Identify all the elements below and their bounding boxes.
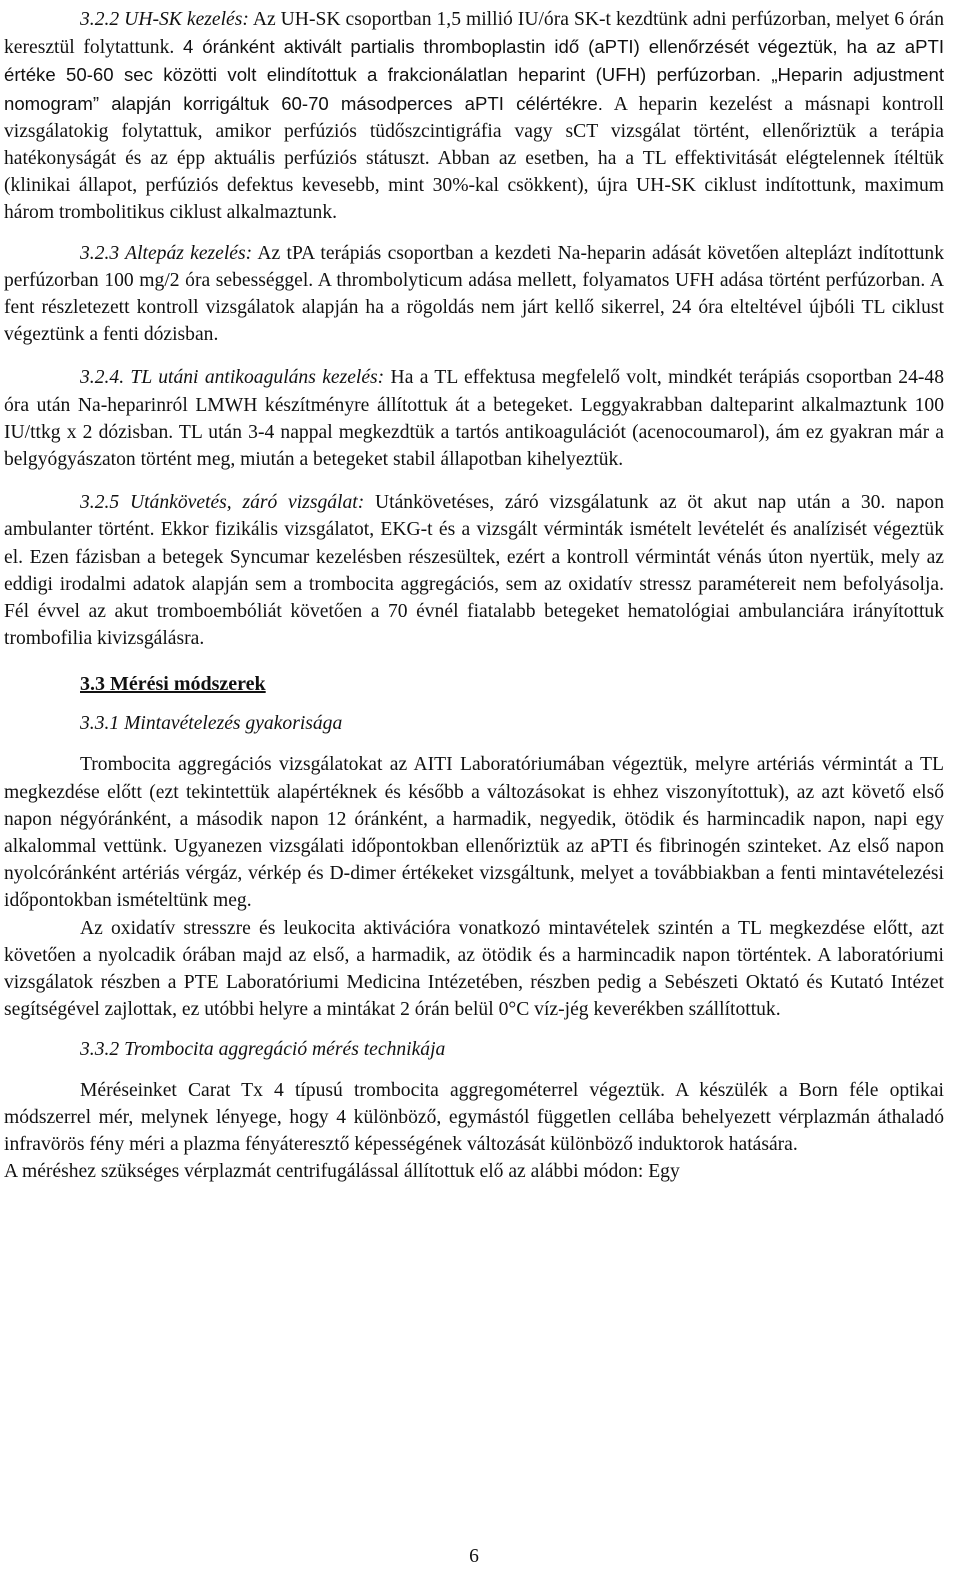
paragraph-text: Az UH-SK csoportban 1,5 millió IU/óra SK-t kezdtünk adni perfúzorban, melyet 6 órán keresztül folytattunk.: [4, 9, 944, 59]
subsection-heading-3-3-2: 3.3.2 Trombocita aggregáció mérés technikája: [80, 1038, 446, 1060]
paragraph-text: A heparin kezelést a másnapi kontroll vizsgálatokig folytattuk, amikor perfúziós tüdőszcintigráfia vagy sCT vizsgálat történt, ellenőriztük a terápia hatékonyságát és az épp aktuális perfúziós státuszt.: [4, 93, 944, 170]
paragraph-text: Ha a TL effektusa megfelelő volt, mindkét terápiás csoportban 24-48 óra után Na-heparinról LMWH készítményre állítottuk át a betegeket. Leggyakrabban dalteparint alkalmaztunk 100 IU/ttkg x 2 dózisban. TL után 3-4 nappal megkezdtük a tartós antikoagulációt (acenocoumarol), ám ez gyakran már a belgyógyászaton történt meg, miután a betegeket stabil állapotban kihelyeztük.: [4, 367, 944, 471]
section-title-3-2-3: 3.2.3 Altepáz kezelés:: [80, 242, 253, 264]
page-number: 6: [469, 1546, 479, 1567]
section-title-3-2-5: 3.2.5 Utánkövetés, záró vizsgálat:: [80, 492, 365, 514]
paragraph-anticoagulant-treatment: [4, 364, 944, 473]
section-title-3-2-2: 3.2.2 UH-SK kezelés:: [80, 9, 249, 30]
section-heading-3-3: 3.3 Mérési módszerek: [80, 673, 266, 696]
paragraph-text: Abban az esetben, ha a TL effektivitását elégtelennek ítéltük (klinikai állapot, perfúziós defektus kevesebb, mint 30%-kal csökkent), újra UH-SK ciklust indítottunk, maximum három trombolitikus ciklust alkalmaztunk.: [4, 148, 944, 224]
paragraph-text: 4 óránként aktivált partialis thromboplastin idő (aPTI) ellenőrzését végeztük, ha az aPTI értéke 50-60 sec közötti volt elindítottuk a frakcionálatlan heparint (UFH) perfúzorban. „Heparin adjustment nomogram” alapján korrigáltuk 60-70 másodperces aPTI célértékre.: [4, 36, 945, 114]
paragraph-text: Utánkövetéses, záró vizsgálatunk az öt akut nap után a 30. napon ambulanter történt. Ekkor fizikális vizsgálatot, EKG-t és a vizsgált vérminták ismételt levételét és analízisét végeztük el. Ezen fázisban a betegek Syncumar kezelésben részesültek, ezért a kontroll vérmintát vénás úton nyertük, mely az eddigi irodalmi adatok alapján sem a trombocita aggregációs, sem az oxidatív stressz paramétereit nem befolyásolja. Fél évvel az akut tromboembóliát követően a 70 évnél fiatalabb betegeket hematológiai ambulanciára irányítottuk trombofilia kivizsgálásra.: [4, 492, 944, 650]
paragraph-alteplase-treatment: [4, 240, 944, 349]
document-page: [4, 6, 944, 1185]
paragraph-oxidative-stress-sampling: Az oxidatív stresszre és leukocita aktivációra vonatkozó mintavételek szintén a TL megkezdése előtt, azt követően a nyolcadik órában majd az első, a harmadik, az ötödik és a harmincadik napon történtek. A laboratóriumi vizsgálatok részben a PTE Laboratóriumi Medicina Intézetében, részben pedig a Sebészeti Oktató és Kutató Intézet segítségével zajlottak, ez utóbbi helyre a mintákat 2 órán belül 0°C víz-jég keverékben szállítottuk.: [4, 917, 944, 1021]
paragraph-aggregometer: Méréseinket Carat Tx 4 típusú trombocita aggregométerrel végeztük. A készülék a Born féle optikai módszerrel mér, melynek lényege, hogy 4 különböző, egymástól független cellába behelyezett vérplazmán áthaladó infravörös fény méri a plazma fényáteresztő képességének változását különböző induktorok hatására.: [4, 1079, 944, 1155]
paragraph-uh-sk-treatment: [4, 6, 944, 227]
paragraph-sampling-frequency: Trombocita aggregációs vizsgálatokat az AITI Laboratóriumában végeztük, melyre artériás vérmintát a TL megkezdése előtt (ezt tekintettük alapértéknek és később a változásokat is ehhez viszonyítottuk), az azt követő első napon négyóránként, a második napon 12 óránként, a harmadik, negyedik, ötödik és harmincadik napon, napi egy alkalommal vettünk. Ugyanezen vizsgálati időpontokban ellenőriztük az aPTI és fibrinogén szinteket. Az első napon nyolcóránként artériás vérgáz, vérkép és D-dimer értékeket vizsgáltunk, melyet a továbbiakban a fenti mintavételezési időpontokban ismételtünk meg.: [4, 754, 944, 912]
section-title-3-2-4: 3.2.4. TL utáni antikoaguláns kezelés:: [80, 367, 385, 389]
paragraph-plasma-preparation: A méréshez szükséges vérplazmát centrifugálással állítottuk elő az alábbi módon: Egy: [4, 1161, 680, 1183]
subsection-heading-3-3-1: 3.3.1 Mintavételezés gyakorisága: [80, 713, 343, 735]
paragraph-text: Az tPA terápiás csoportban a kezdeti Na-heparin adását követően alteplázt indítottunk perfúzorban 100 mg/2 óra sebességgel. A thrombolyticum adása mellett, folyamatos UFH adása történt perfúzorban. A fent részletezett kontroll vizsgálatok alapján ha a rögoldás nem járt kellő sikerrel, 24 óra elteltével újbóli TL ciklust végeztünk a fenti dózisban.: [4, 242, 944, 346]
paragraph-follow-up: [4, 489, 944, 652]
